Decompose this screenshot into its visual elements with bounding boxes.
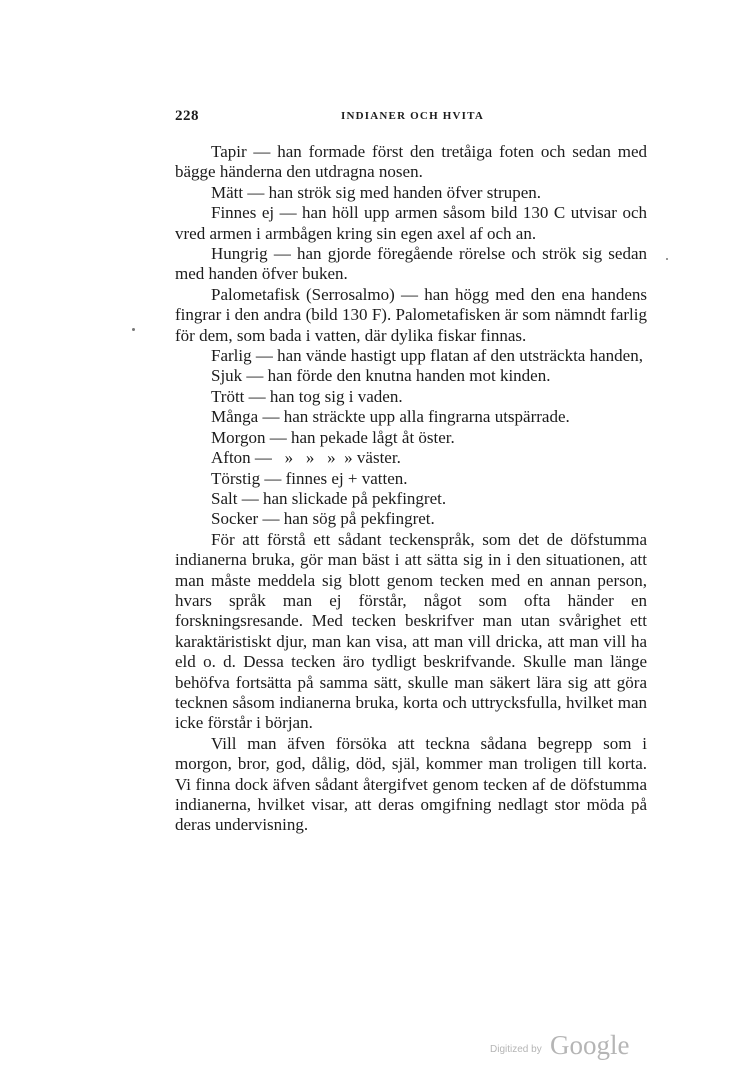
body-text xyxy=(175,142,647,836)
paragraph-salt: Salt — han slickade på pekfingret. xyxy=(211,488,447,508)
paragraph-hungrig: Hungrig — han gjorde föregående rörelse och strök sig sedan med handen öfver buken. xyxy=(175,244,647,284)
paragraph-farlig: Farlig — han vände hastigt upp flatan af den utsträckta handen, xyxy=(211,346,643,366)
watermark-prefix: Digitized by xyxy=(490,1044,542,1055)
paragraph-sjuk: Sjuk — han förde den knutna handen mot kinden. xyxy=(211,366,551,386)
paragraph-manga: Många — han sträckte upp alla fingrarna utspärrade. xyxy=(211,407,570,427)
paragraph-torstig: Törstig — finnes ej + vatten. xyxy=(211,468,408,488)
running-head xyxy=(175,108,645,128)
paragraph-socker: Socker — han sög på pekfingret. xyxy=(211,509,435,529)
paragraph-teckensprak: För att förstå ett sådant teckenspråk, som det de döfstumma indianerna bruka, gör man bäst i att sätta sig in i den situationen, att man måste meddela sig blott genom tecken med en annan person, hvars språk man ej förstår, något som ofta händer en forskningsresande. Med tecken beskrifver man utan svårighet ett karaktäristiskt djur, man kan visa, att man vill dricka, att man vill ha eld o. d. Dessa tecken äro tydligt beskrifvande. Skulle man länge behöfva fortsätta på samma sätt, skulle man säkert lära sig att göra tecknen såsom indianerna bruka, korta och uttrycksfulla, hvilket man icke förstår i början. xyxy=(175,529,647,733)
paragraph-afton: Afton — » » » » väster. xyxy=(211,448,401,468)
paragraph-trott: Trött — han tog sig i vaden. xyxy=(211,386,403,406)
paragraph-palometafisk: Palometafisk (Serrosalmo) — han högg med den ena handens fingrar i den andra (bild 130 F). Palometafisken är som nämndt farlig för dem, som bada i vatten, där dylika fiskar finnas. xyxy=(175,284,647,345)
running-head-title: INDIANER OCH HVITA xyxy=(341,110,485,122)
paragraph-morgon: Morgon — han pekade lågt åt öster. xyxy=(211,427,455,447)
page-number: 228 xyxy=(175,108,199,124)
margin-speck xyxy=(666,258,668,260)
paragraph-tapir: Tapir — han formade först den tretåiga foten och sedan med bägge händerna den utdragna nosen. xyxy=(175,142,647,182)
paragraph-begrepp: Vill man äfven försöka att teckna sådana begrepp som i morgon, bror, god, dålig, död, själ, kommer man troligen till korta. Vi finna dock äfven sådant återgifvet genom tecken af de döfstumma indianerna, hvilket visar, att deras omgifning nedlagt stor möda på deras undervisning. xyxy=(175,733,647,835)
paragraph-matt: Mätt — han strök sig med handen öfver strupen. xyxy=(211,182,542,202)
google-logo: Google xyxy=(550,1030,630,1060)
paragraph-finnes-ej: Finnes ej — han höll upp armen såsom bild 130 C utvisar och vred armen i armbågen kring sin egen axel af och an. xyxy=(175,203,647,243)
margin-speck xyxy=(132,328,135,331)
